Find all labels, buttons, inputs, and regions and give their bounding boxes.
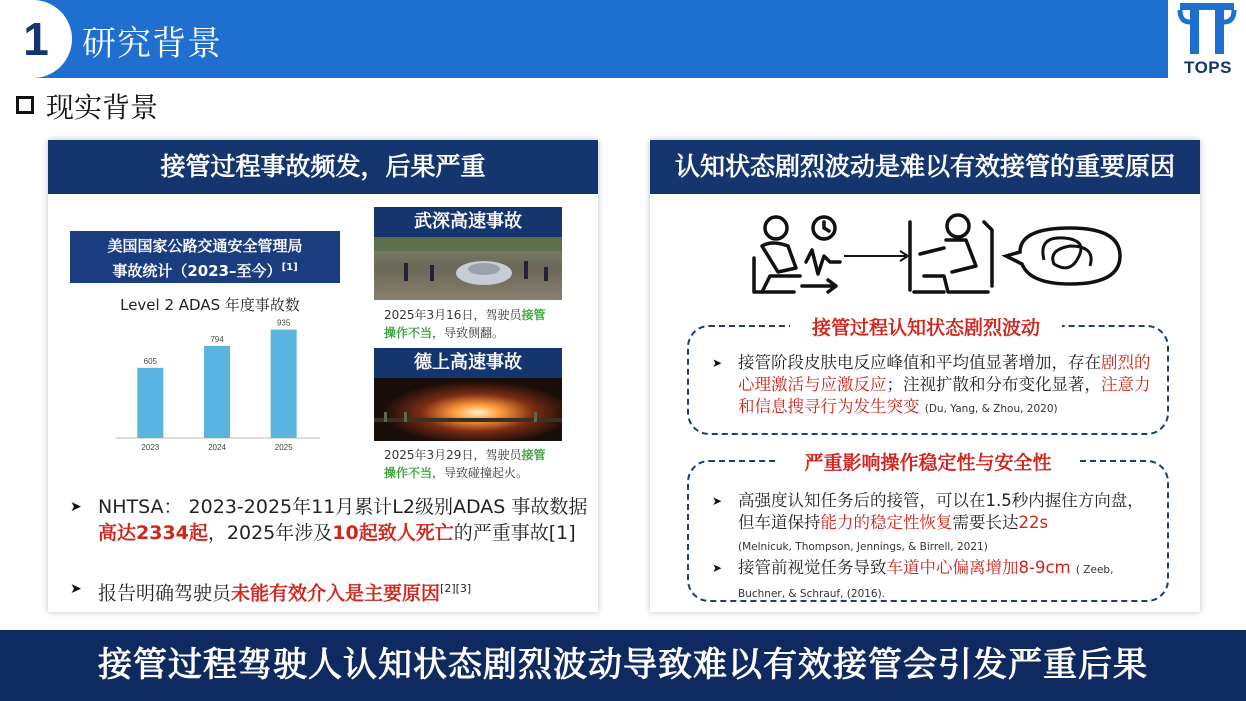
right-bullet-3-cite: ( Zeeb, Buchner, & Schrauf, (2016). bbox=[738, 564, 1114, 600]
right-bullet-3-hl: 车道中心偏离增加8-9cm bbox=[886, 558, 1071, 577]
left-bullet-1-text bbox=[98, 494, 590, 546]
left-bullet-1 bbox=[70, 494, 590, 546]
arrow-bullet-icon: ➤ bbox=[70, 499, 82, 515]
chart-tick-label-2024: 2024 bbox=[208, 443, 226, 452]
chart-value-label-2024: 794 bbox=[210, 334, 224, 344]
right-bullet-3-text bbox=[738, 557, 1162, 605]
arrow-bullet-icon: ➤ bbox=[712, 356, 723, 370]
accident-1-photo bbox=[374, 237, 562, 300]
left-bullet-2-text bbox=[98, 576, 590, 606]
chart-value-label-2023: 605 bbox=[143, 356, 158, 366]
accident-2-caption-post: ，导致碰撞起火。 bbox=[432, 466, 529, 480]
stats-source-ref: [1] bbox=[281, 262, 298, 273]
left-bullet-2-hl: 未能有效介入是主要原因 bbox=[231, 582, 441, 605]
subheading: 现实背景 bbox=[46, 91, 159, 124]
accident-2-caption-hl2: 操作不当 bbox=[384, 466, 433, 480]
right-bullet-1-pre: 接管阶段皮肤电反应峰值和平均值显著增加，存在 bbox=[738, 353, 1101, 372]
chart-bar-2024 bbox=[204, 346, 230, 438]
right-bullet-1 bbox=[712, 352, 1152, 420]
right-bullet-3-pre: 接管前视觉任务导致 bbox=[738, 558, 887, 577]
accident-1-caption-pre: 2025年3月16日，驾驶员 bbox=[384, 308, 522, 322]
cognitive-fluctuation-title: 接管过程认知状态剧烈波动 bbox=[790, 313, 1062, 343]
left-bullet-1-hl1: 高达2334起 bbox=[98, 522, 208, 544]
right-bullet-2-hl: 能力的稳定性恢复 bbox=[820, 513, 953, 532]
arrow-bullet-icon: ➤ bbox=[712, 494, 723, 508]
accident-1-caption bbox=[384, 306, 564, 342]
accident-1-caption-post: ，导致侧翻。 bbox=[432, 326, 505, 340]
left-bullet-2-ref: [2][3] bbox=[440, 582, 472, 595]
footer-conclusion: 接管过程驾驶人认知状态剧烈波动导致难以有效接管会引发严重后果 bbox=[0, 630, 1246, 701]
accident-1-title: 武深高速事故 bbox=[374, 207, 562, 237]
left-bullet-1-hl2: 10起致人死亡 bbox=[332, 522, 454, 544]
left-panel-title: 接管过程事故频发，后果严重 bbox=[48, 140, 598, 194]
right-bullet-1-mid: ；注视扩散和分布变化显著， bbox=[886, 375, 1101, 394]
safety-impact-title: 严重影响操作稳定性与安全性 bbox=[776, 448, 1080, 478]
left-bullet-1-post: 的严重事故[1] bbox=[453, 522, 576, 544]
chart-tick-label-2025: 2025 bbox=[274, 443, 293, 452]
right-bullet-2-mid: 需要长达 bbox=[952, 513, 1019, 532]
accident-2-caption-pre: 2025年3月29日，驾驶员 bbox=[384, 448, 522, 462]
stats-source-line2 bbox=[70, 257, 340, 282]
right-bullet-2-hl2: 22s bbox=[1018, 513, 1049, 532]
driver-takeover-illustration bbox=[748, 206, 1128, 306]
left-bullet-2-pre: 报告明确驾驶员 bbox=[98, 582, 232, 605]
left-bullet-1-mid: ，2025年涉及 bbox=[207, 522, 333, 544]
stats-source-line1: 美国国家公路交通安全管理局 bbox=[107, 237, 303, 255]
left-bullet-1-pre: NHTSA： 2023-2025年11月累计L2级别ADAS 事故数据 bbox=[98, 496, 588, 518]
right-bullet-3 bbox=[712, 557, 1162, 605]
chart-bar-2023 bbox=[137, 368, 163, 438]
right-panel-title: 认知状态剧烈波动是难以有效接管的重要原因 bbox=[650, 140, 1200, 194]
chart-value-label-2025: 935 bbox=[276, 318, 291, 328]
arrow-line-icon bbox=[844, 251, 908, 261]
section-number: 1 bbox=[23, 13, 49, 65]
arrow-bullet-icon: ➤ bbox=[70, 581, 82, 597]
right-bullet-1-text bbox=[738, 352, 1152, 420]
focused-driver-icon bbox=[910, 215, 992, 292]
right-bullet-2 bbox=[712, 490, 1152, 558]
accident-2-caption bbox=[384, 446, 564, 482]
thought-bubble-icon bbox=[1006, 228, 1120, 284]
accident-1-caption-hl2: 操作不当 bbox=[384, 326, 433, 340]
chart-bar-2025 bbox=[271, 330, 297, 438]
right-bullet-1-hl1: 剧烈的心理激活与应激反应 bbox=[738, 353, 1151, 394]
stats-source-box bbox=[70, 231, 340, 283]
right-bullet-1-hl2: 注意力和信息搜寻行为发生突变 bbox=[738, 375, 1151, 416]
accident-2-photo bbox=[374, 378, 562, 441]
accident-bar-chart bbox=[105, 312, 330, 462]
relaxed-driver-icon bbox=[754, 217, 840, 292]
accident-2-caption-hl1: 接管 bbox=[521, 448, 546, 462]
left-bullet-2 bbox=[70, 576, 590, 606]
logo-text: TOPS bbox=[1184, 58, 1232, 77]
right-bullet-2-pre: 高强度认知任务后的接管，可以在1.5秒内握住方向盘，但车道保持 bbox=[738, 491, 1144, 532]
section-title: 研究背景 bbox=[82, 24, 222, 64]
chart-title: Level 2 ADAS 年度事故数 bbox=[120, 296, 300, 314]
square-bullet-icon bbox=[16, 96, 34, 114]
arrow-bullet-icon: ➤ bbox=[712, 561, 723, 575]
stats-source-line2-text: 事故统计（2023–至今） bbox=[112, 262, 282, 280]
right-bullet-2-text bbox=[738, 490, 1152, 558]
accident-1-caption-hl1: 接管 bbox=[521, 308, 546, 322]
right-bullet-2-cite: (Melnicuk, Thompson, Jennings, & Birrell, 2021) bbox=[738, 541, 988, 553]
chart-tick-label-2023: 2023 bbox=[141, 443, 160, 452]
accident-2-title: 德上高速事故 bbox=[374, 348, 562, 378]
right-bullet-1-cite: (Du, Yang, & Zhou, 2020) bbox=[924, 403, 1058, 415]
